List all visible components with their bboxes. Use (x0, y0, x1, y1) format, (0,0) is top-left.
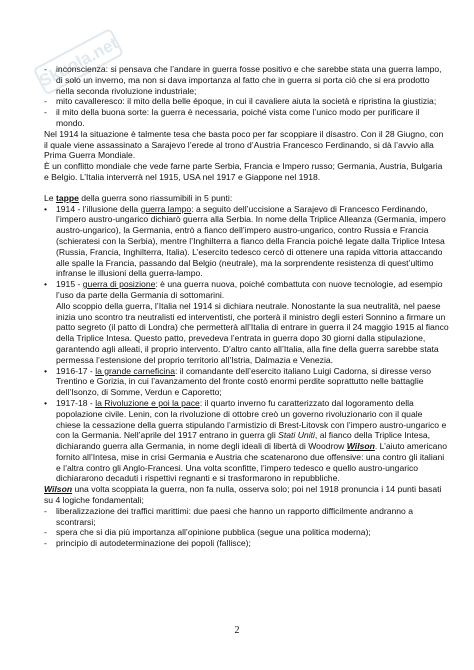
stage-key: la Rivoluzione e poi la pace (95, 397, 200, 408)
page-number: 2 (234, 625, 240, 636)
paragraph-participants: È un conflitto mondiale che vede farne parte Serbia, Francia e Impero russo; Germania, Austria, Bulgaria e Belgio. L’Italia interverrà nel 1915, USA nel 1917 e Giappone nel 1918. (44, 161, 443, 182)
wilson-paragraph: Wilson una volta scoppiata la guerra, non fa nulla, osserva solo; poi nel 1918 pronuncia i 14 punti basati su 4 logiche fondamentali; (44, 484, 442, 506)
stage-1917-18: • 1917-18 - la Rivoluzione e poi la pace: il quarto inverno fu caratterizzato dal logoramento della popolazione civile. Lenin, con la rivoluzione di ottobre creò un governo rivoluzionario con il quale chiese la cessazione della guerra stipulando l’armistizio di Brest-Litovsk con l’impero austro-ungarico e con la Germania. Nell’aprile del 1917 entrano in guerra gli Stati Uniti, al fianco della Triplice Intesa, dichiarando guerra alla Germania, in nome degli ideali di libertà di Woodrow Wilson. L’aiuto americano fornito all’Intesa, mise in crisi Germania e Austria che scatenarono due offensive: una contro gli italiani e l’altra contro gli Anglo-Francesi. Una volta sconfitte, l’impero tedesco e quello austro-ungarico dichiararono decaduti i rispettivi regnanti e si trasformarono in repubbliche. (44, 397, 447, 484)
intro-item: - mito cavalleresco: il mito della belle époque, in cui il cavaliere aiuta la società e ripristina la giustizia; (44, 96, 449, 107)
wilson-point: - liberalizzazione dei traffici marittimi: due paesi che hanno un rapporto difficilmente andranno a scontrarsi; (44, 506, 449, 528)
bullet-mark: • (44, 203, 48, 214)
stages-intro: Le tappe della guerra sono riassumibili in 5 punti: (44, 192, 233, 203)
stage-1915-italy: Allo scoppio della guerra, l’Italia nel 1914 si dichiara neutrale. Nonostante la sua neutralità, nel paese inizia uno scontro tra neutralisti ed interventisti, che porterà il ministro degli esteri Sonnino a firmare un patto segreto (il patto di Londra) che permetterà all’Italia di entrare in guerra il 24 maggio 1915 al fianco della Triplice Intesa. Questo patto, prevedeva l’entrata in guerra dopo 30 giorni dalla stipulazione, garantendo agli alleati, il proprio intervento. D’altro canto all’Italia, alla fine della guerra sarebbe stata permessa l’estensione del proprio territorio all’Istria, Dalmazia e Venezia. (56, 300, 449, 365)
intro-list (44, 64, 449, 129)
stage-key: guerra lampo (140, 203, 192, 214)
intro-item: - inconscienza: si pensava che l’andare in guerra fosse positivo e che sarebbe stata una guerra lampo, di solo un inverno, ma non si dava importanza al fatto che in guerra si porta ciò che si era prodotto nella seconda rivoluzione industriale; (44, 64, 449, 96)
bullet-mark: • (44, 365, 48, 376)
wilson-points (44, 506, 449, 549)
stage-key: guerra di posizione (82, 279, 156, 290)
paragraph-1914: Nel 1914 la situazione è talmente tesa che basta poco per far scoppiare il disastro. Con il 28 Giugno, con il quale viene assassinato a Sarajevo l’erede al trono d’Austria Francesco Ferdinando, si dà l’avvio alla Prima Guerra Mondiale. (44, 128, 444, 161)
stage-1915: • 1915 - guerra di posizione: è una guerra nuova, poiché combattuta con nuove tecnologie, ad esempio l’uso da parte della Germania di sottomarini. Allo scoppio della guerra, l’Italia nel 1914 si dichiara neutrale. Nonostante la sua neutralità, nel paese inizia uno scontro tra neutralisti ed interventisti, che porterà il ministro degli esteri Sonnino a firmare un patto segreto (il patto di Londra) che permetterà all’Italia di entrare in guerra il 24 maggio 1915 al fianco della Triplice Intesa. Questo patto, prevedeva l’entrata in guerra dopo 30 giorni dalla stipulazione, garantendo agli alleati, il proprio intervento. D’altro canto all’Italia, alla fine della guerra sarebbe stata permessa l’estensione del proprio territorio all’Istria, Dalmazia e Venezia. (44, 279, 449, 365)
stage-1914: • 1914 - l’illusione della guerra lampo: a seguito dell’uccisione a Sarajevo di Francesco Ferdinando, l’impero austro-ungarico dichiarò guerra alla Serbia. In nome della Triplice Alleanza (Germania, impero austro-ungarico), la Germania, entrò a fianco dell’impero austro-ungarico, contro Russia e Francia (schieratesi con la Serbia), mentre l’Inghilterra a fianco della Francia poiché legate dalla Triplice Intesa (Russia, Francia, Inghilterra, Italia). L’esercito tedesco cercò di ottenere una rapida vittoria attaccando alle spalle la Francia, passando dal Belgio (neutrale), ma la sorprendente resistenza di quest’ultimo infranse le illusioni della guerra-lampo. (44, 203, 446, 279)
wilson-point: - principio di autodeterminazione dei popoli (fallisce); (44, 538, 449, 549)
document-page (44, 64, 449, 549)
intro-item: - il mito della buona sorte: la guerra è necessaria, poiché vista come l’unico modo per purificare il mondo. (44, 107, 449, 129)
wilson-point: - spera che si dia più importanza all’opinione pubblica (segue una politica moderna); (44, 527, 449, 538)
bullet-mark: • (44, 279, 48, 290)
bullet-mark: • (44, 397, 48, 408)
stage-key: la grande carneficina (95, 365, 175, 376)
stage-1916-17: • 1916-17 - la grande carneficina: il comandante dell’esercito italiano Luigi Cadorna, si diresse verso Trentino e Gorizia, in cui l’avanzamento del fronte costò enormi perdite soprattutto nelle battaglie dell’Isonzo, di Somme, Verdun e Caporetto; (44, 365, 432, 398)
svg-text:Skuola.net: Skuola.net (36, 33, 122, 91)
